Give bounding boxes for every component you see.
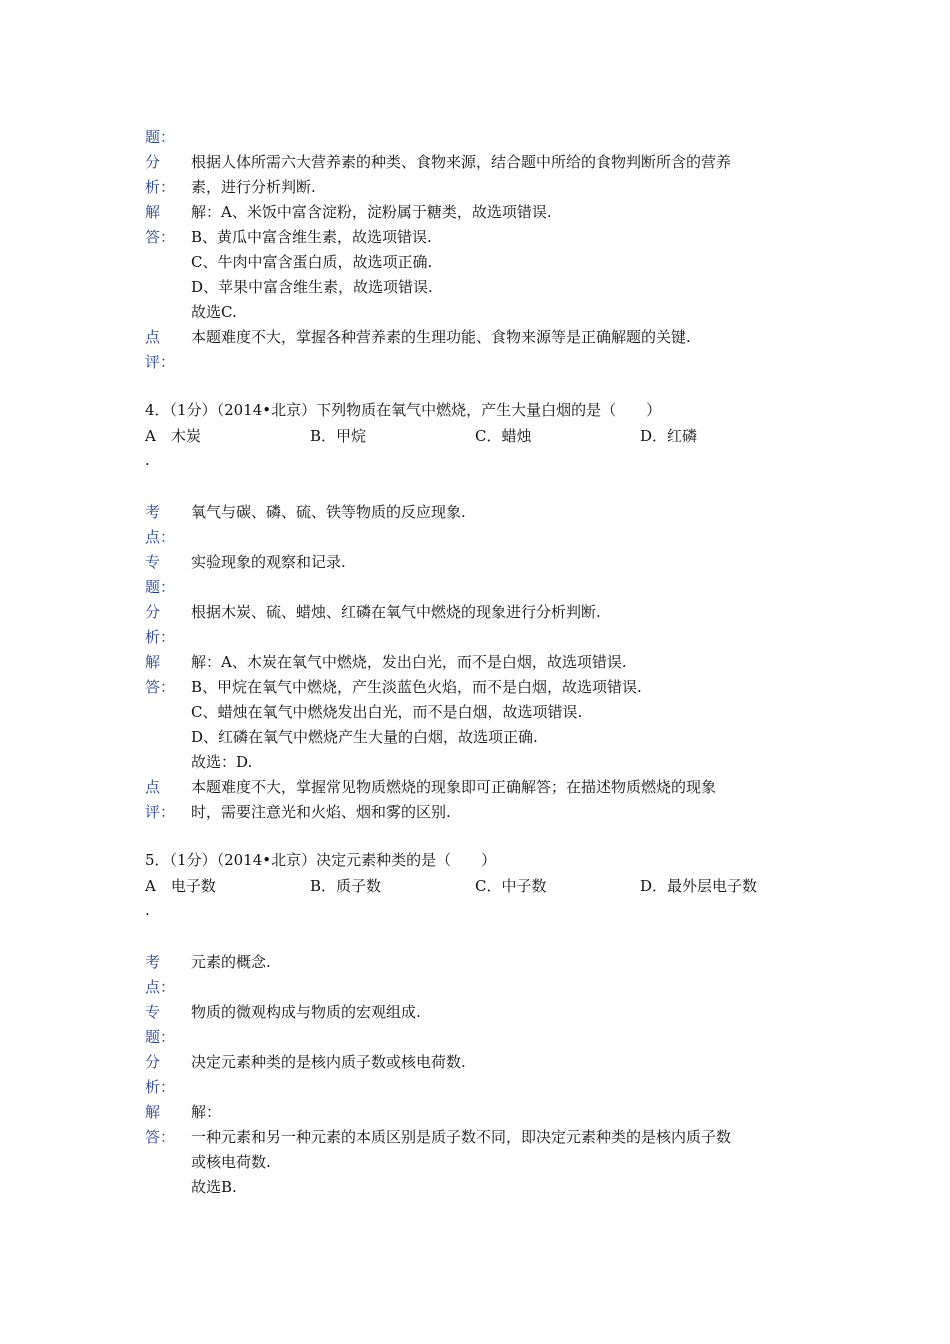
row-text: 解：A、木炭在氧气中燃烧，发出白光，而不是白烟，故选项错误. (191, 653, 627, 671)
option-b: B．甲烷 (310, 427, 367, 445)
option-c: C．蜡烛 (475, 427, 532, 445)
row-label: 分 (145, 153, 161, 171)
row-text: 根据人体所需六大营养素的种类、食物来源，结合题中所给的食物判断所含的营养 (191, 153, 732, 171)
row-text: 时，需要注意光和火焰、烟和雾的区别. (191, 803, 451, 821)
analysis-row (145, 300, 815, 324)
option-a: A 木炭 (145, 427, 201, 445)
analysis-row (145, 750, 815, 774)
row-label: 析： (145, 178, 176, 196)
analysis-row (145, 1175, 815, 1199)
row-text: 本题难度不大，掌握各种营养素的生理功能、食物来源等是正确解题的关键. (191, 328, 691, 346)
analysis-row (145, 775, 815, 799)
analysis-row (145, 800, 815, 824)
analysis-row (145, 1075, 815, 1099)
analysis-row (145, 200, 815, 224)
analysis-row (145, 650, 815, 674)
row-label: 点 (145, 778, 161, 796)
analysis-row (145, 175, 815, 199)
question-stem: 5．（1分）（2014•北京）决定元素种类的是（ ） (145, 851, 497, 869)
analysis-row (145, 1100, 815, 1124)
row-label: 专 (145, 1003, 161, 1021)
row-text: 故选C. (191, 303, 237, 321)
row-label: 答： (145, 228, 176, 246)
analysis-row (145, 975, 815, 999)
row-label: 解 (145, 1103, 161, 1121)
row-text: 解：A、米饭中富含淀粉，淀粉属于糖类，故选项错误. (191, 203, 552, 221)
analysis-row (145, 250, 815, 274)
analysis-row (145, 1000, 815, 1024)
option-c: C．中子数 (475, 877, 547, 895)
row-text: 故选：D. (191, 753, 253, 771)
analysis-row (145, 1025, 815, 1049)
row-text: 或核电荷数. (191, 1153, 271, 1171)
analysis-row (145, 575, 815, 599)
option-b: B．质子数 (310, 877, 382, 895)
option-d: D．红磷 (640, 427, 698, 445)
row-text: 素，进行分析判断. (191, 178, 316, 196)
analysis-row (145, 150, 815, 174)
analysis-row (145, 1125, 815, 1149)
analysis-row (145, 625, 815, 649)
row-text: C、牛肉中富含蛋白质，故选项正确. (191, 253, 433, 271)
row-text: 物质的微观构成与物质的宏观组成. (191, 1003, 421, 1021)
row-label: 考 (145, 953, 161, 971)
row-text: 实验现象的观察和记录. (191, 553, 346, 571)
row-label: 评： (145, 803, 176, 821)
analysis-row (145, 725, 815, 749)
row-label: 题： (145, 128, 176, 146)
row-label: 题： (145, 578, 176, 596)
row-label: 专 (145, 553, 161, 571)
row-text: 解： (191, 1103, 222, 1121)
analysis-row (145, 275, 815, 299)
analysis-row (145, 225, 815, 249)
row-label: 答： (145, 1128, 176, 1146)
option-d: D．最外层电子数 (640, 877, 758, 895)
row-text: B、甲烷在氧气中燃烧，产生淡蓝色火焰，而不是白烟，故选项错误. (191, 678, 642, 696)
analysis-row (145, 500, 815, 524)
option-a: A 电子数 (145, 877, 216, 895)
row-label: 分 (145, 603, 161, 621)
row-label: 答： (145, 678, 176, 696)
row-text: 根据木炭、硫、蜡烛、红磷在氧气中燃烧的现象进行分析判断. (191, 603, 601, 621)
row-label: 点 (145, 328, 161, 346)
analysis-row (145, 525, 815, 549)
row-text: B、黄瓜中富含维生素，故选项错误. (191, 228, 432, 246)
analysis-row (145, 1050, 815, 1074)
row-text: D、红磷在氧气中燃烧产生大量的白烟，故选项正确. (191, 728, 538, 746)
row-text: C、蜡烛在氧气中燃烧发出白光，而不是白烟，故选项错误. (191, 703, 583, 721)
row-text: 故选B. (191, 1178, 237, 1196)
row-label: 析： (145, 1078, 176, 1096)
question-stem: 4．（1分）（2014•北京）下列物质在氧气中燃烧，产生大量白烟的是（ ） (145, 401, 662, 419)
row-label: 解 (145, 203, 161, 221)
row-text: 元素的概念. (191, 953, 271, 971)
analysis-row (145, 700, 815, 724)
row-label: 考 (145, 503, 161, 521)
row-text: 本题难度不大，掌握常见物质燃烧的现象即可正确解答；在描述物质燃烧的现象 (191, 778, 717, 796)
analysis-row (145, 600, 815, 624)
analysis-row (145, 550, 815, 574)
row-text: 氧气与碳、磷、硫、铁等物质的反应现象. (191, 503, 466, 521)
analysis-row (145, 675, 815, 699)
row-label: 解 (145, 653, 161, 671)
option-dot: . (145, 451, 150, 469)
analysis-row (145, 125, 815, 149)
row-label: 点： (145, 978, 176, 996)
row-text: 决定元素种类的是核内质子数或核电荷数. (191, 1053, 466, 1071)
row-label: 点： (145, 528, 176, 546)
analysis-row (145, 350, 815, 374)
analysis-row (145, 950, 815, 974)
row-label: 评： (145, 353, 176, 371)
row-text: 一种元素和另一种元素的本质区别是质子数不同，即决定元素种类的是核内质子数 (191, 1128, 732, 1146)
row-label: 题： (145, 1028, 176, 1046)
analysis-row (145, 325, 815, 349)
analysis-row (145, 1150, 815, 1174)
row-label: 分 (145, 1053, 161, 1071)
option-dot: . (145, 901, 150, 919)
row-label: 析： (145, 628, 176, 646)
row-text: D、苹果中富含维生素，故选项错误. (191, 278, 433, 296)
